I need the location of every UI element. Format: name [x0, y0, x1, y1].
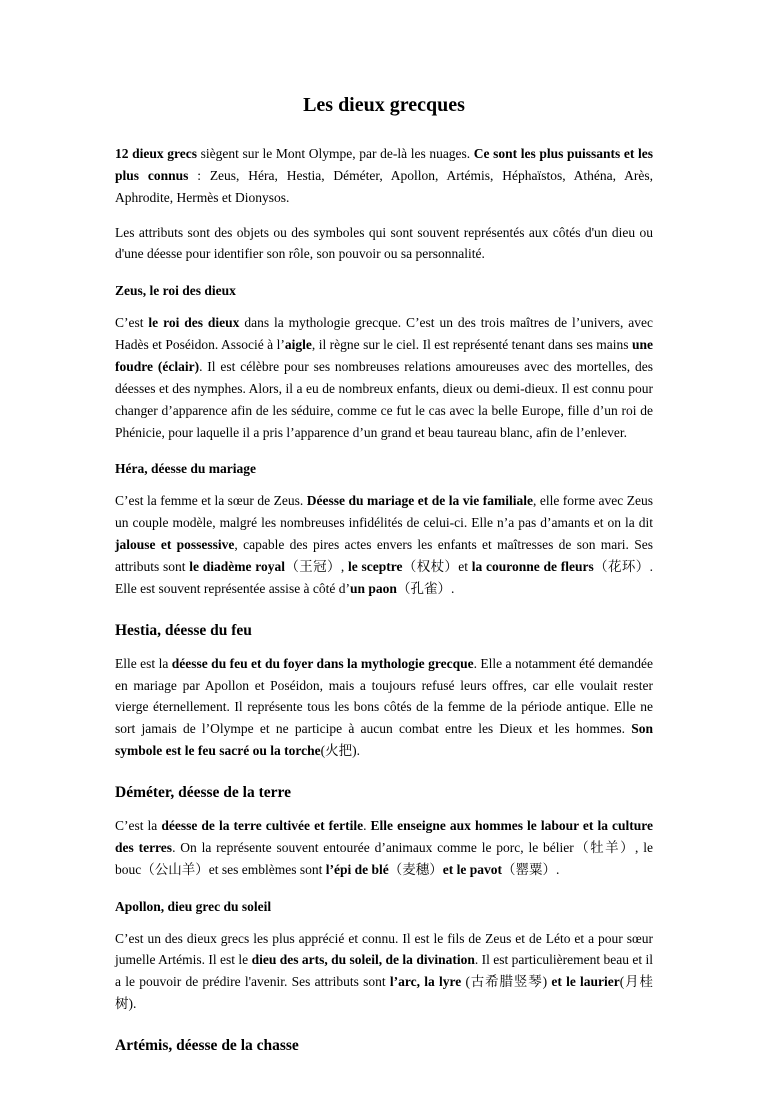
section-heading: Déméter, déesse de la terre — [115, 784, 292, 802]
text-run: (月桂树). — [115, 974, 653, 1012]
bold-text-run: déesse du feu et du foyer dans la mythologie grecque — [171, 655, 474, 671]
text-run: dans la mythologie grecque. C’est un des trois maîtres de l’univers, avec Hadès et Poséidon. Associé à l’ — [115, 315, 654, 353]
text-run: （孔雀）. — [396, 580, 455, 596]
bold-text-run: une foudre (éclair) — [115, 337, 653, 375]
text-run: C’est la femme et la sœur de Zeus. — [115, 493, 307, 509]
section-heading: Hestia, déesse du feu — [115, 621, 252, 639]
section-heading: Apollon, dieu grec du soleil — [115, 898, 272, 914]
paragraph — [115, 653, 653, 762]
text-run: （权杖）et — [402, 559, 472, 575]
document-title: Les dieux grecques — [303, 94, 465, 116]
text-run: Elle est la — [115, 655, 172, 671]
paragraph — [115, 815, 653, 881]
text-run: Les attributs sont des objets ou des symboles qui sont souvent représentés aux côtés d'un dieu ou d'une déesse pour identifier son rôle, son pouvoir ou sa personnalité. — [115, 224, 653, 262]
text-run: （花环）. Elle est souvent représentée assise à côté d’ — [115, 559, 654, 596]
text-run: C’est un des dieux grecs les plus apprécié et connu. Il est le fils de Zeus et de Léto et a pour sœur jumelle Artémis. Il est le — [115, 930, 653, 968]
text-run: . Il est particulièrement beau et il a le pouvoir de prédire l'avenir. Ses attributs sont — [115, 952, 653, 990]
section-heading: Zeus, le roi des dieux — [115, 283, 236, 299]
text-run: . On la représente souvent entourée d’animaux comme le porc, le bélier（牡羊）, le bouc（公山羊）et ses emblèmes sont — [115, 839, 653, 877]
paragraph — [115, 312, 653, 443]
text-run: siègent sur le Mont Olympe, par de-là les nuages. — [196, 146, 474, 161]
bold-text-run: Déesse du mariage et de la vie familiale — [306, 493, 533, 509]
bold-text-run: et le laurier — [551, 974, 620, 990]
text-run: : Zeus, Héra, Hestia, Déméter, Apollon, Artémis, Héphaïstos, Athéna, Arès, Aphrodite, Hermès et Dionysos. — [115, 167, 654, 205]
paragraph — [115, 490, 653, 599]
bold-text-run: Son symbole est le feu sacré ou la torche — [115, 721, 653, 759]
paragraph — [115, 222, 653, 266]
text-run: （麦穗） — [388, 861, 443, 877]
bold-text-run: Elle enseigne aux hommes le labour et la culture des terres — [115, 818, 653, 855]
bold-text-run: Ce sont les plus puissants et les plus connus — [115, 146, 654, 183]
text-run: (古希腊竖琴) — [461, 974, 552, 990]
bold-text-run: un paon — [350, 580, 397, 596]
bold-text-run: l’arc, la lyre — [389, 974, 462, 990]
text-run: （罂粟）. — [501, 861, 560, 877]
bold-text-run: aigle — [284, 337, 312, 353]
text-run: . Elle a notamment été demandée en mariage par Apollon et Poséidon, mais a toujours refusé leurs offres, car elle voulait rester vierge éternellement. Il représente tous les bons côtés de la femme de la période antique. Elle ne sort jamais de l’Olympe et ne participe à aucun combat entre les Dieux et les hommes. — [115, 655, 654, 737]
bold-text-run: dieu des arts, du soleil, de la divination — [251, 952, 475, 968]
section-heading: Héra, déesse du mariage — [115, 461, 256, 477]
text-run: . Il est célèbre pour ses nombreuses relations amoureuses avec des mortelles, des déesses et des nymphes. Alors, il a eu de nombreux enfants, dieux ou demi-dieux. Il est connu pour changer d’apparence afin de les séduire, comme ce fut le cas avec la belle Europe, fille d’un roi de Phénicie, pour laquelle il a pris l’apparence d’un grand et beau taureau blanc, afin de l’enlever. — [115, 359, 653, 440]
text-run: , capable des pires actes envers les enfants et maîtresses de son mari. Ses attributs sont — [115, 537, 653, 575]
bold-text-run: le roi des dieux — [148, 315, 240, 331]
text-run: , elle forme avec Zeus un couple modèle, malgré les nombreuses infidélités de celui-ci. Elle n’a pas d’amants et on la dit — [115, 493, 653, 531]
text-run: C’est la — [115, 818, 162, 834]
bold-text-run: 12 dieux grecs — [115, 146, 197, 161]
bold-text-run: et le pavot — [442, 861, 502, 877]
bold-text-run: déesse de la terre cultivée et fertile — [161, 818, 364, 834]
paragraph — [115, 928, 653, 1015]
bold-text-run: le sceptre — [347, 559, 403, 575]
bold-text-run: l’épi de blé — [325, 861, 389, 877]
text-run: . — [363, 818, 371, 834]
document-body — [115, 143, 653, 1055]
text-run: （王冠）, — [284, 559, 348, 575]
bold-text-run: la couronne de fleurs — [471, 559, 594, 575]
bold-text-run: le diadème royal — [189, 559, 285, 575]
paragraph — [115, 143, 653, 209]
section-heading: Artémis, déesse de la chasse — [115, 1037, 299, 1055]
text-run: , il règne sur le ciel. Il est représenté tenant dans ses mains — [311, 337, 632, 353]
text-run: C’est — [115, 315, 149, 331]
bold-text-run: jalouse et possessive — [115, 537, 235, 553]
text-run: (火把). — [320, 743, 360, 759]
